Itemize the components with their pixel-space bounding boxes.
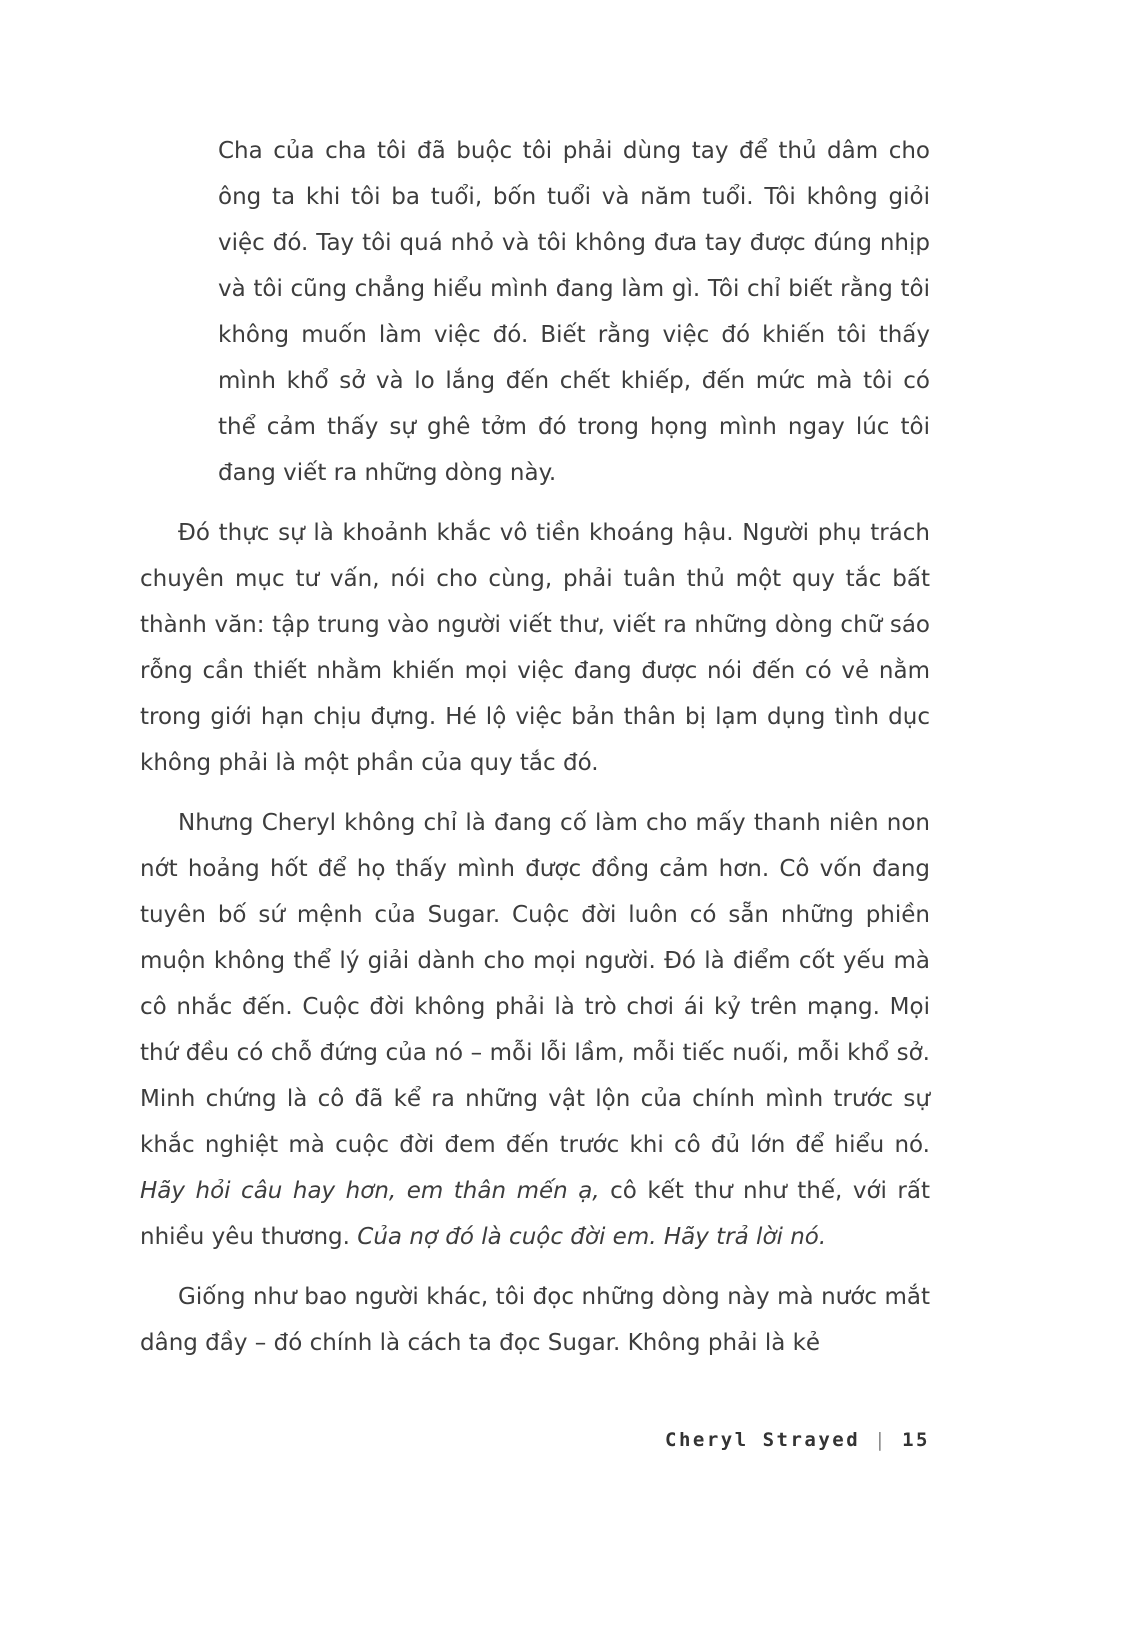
paragraph-reading-sugar: Giống như bao người khác, tôi đọc những dòng này mà nước mắt dâng đầy – đó chính là cách ta đọc Sugar. Không phải là kẻ [140, 1284, 930, 1356]
footer-page-number: 15 [902, 1429, 930, 1451]
quote-paragraph: Cha của cha tôi đã buộc tôi phải dùng tay để thủ dâm cho ông ta khi tôi ba tuổi, bốn tuổi và năm tuổi. Tôi không giỏi việc đó. Tay tôi quá nhỏ và tôi không đưa tay được đúng nhịp và tôi cũng chẳng hiểu mình đang làm gì. Tôi chỉ biết rằng tôi không muốn làm việc đó. Biết rằng việc đó khiến tôi thấy mình khổ sở và lo lắng đến chết khiếp, đến mức mà tôi có thể cảm thấy sự ghê tởm đó trong họng mình ngay lúc tôi đang viết ra những dòng này. [218, 138, 930, 486]
footer-separator: | [874, 1429, 889, 1451]
paragraph-3-text-1: Nhưng Cheryl không chỉ là đang cố làm cho mấy thanh niên non nớt hoảng hốt để họ thấy mình được đồng cảm hơn. Cô vốn đang tuyên bố sứ mệnh của Sugar. Cuộc đời luôn có sẵn những phiền muộn không thể lý giải dành cho mọi người. Đó là điểm cốt yếu mà cô nhắc đến. Cuộc đời không phải là trò chơi ái kỷ trên mạng. Mọi thứ đều có chỗ đứng của nó – mỗi lỗi lầm, mỗi tiếc nuối, mỗi khổ sở. Minh chứng là cô đã kể ra những vật lộn của chính mình trước sự khắc nghiệt mà cuộc đời đem đến trước khi cô đủ lớn để hiểu nó. [140, 810, 930, 1158]
paragraph-3-italic-quote-1: Hãy hỏi câu hay hơn, em thân mến ạ, [140, 1178, 600, 1204]
paragraph-advice-column-rule: Đó thực sự là khoảnh khắc vô tiền khoáng hậu. Người phụ trách chuyên mục tư vấn, nói cho cùng, phải tuân thủ một quy tắc bất thành văn: tập trung vào người viết thư, viết ra những dòng chữ sáo rỗng cần thiết nhằm khiến mọi việc đang được nói đến có vẻ nằm trong giới hạn chịu đựng. Hé lộ việc bản thân bị lạm dụng tình dục không phải là một phần của quy tắc đó. [140, 520, 930, 776]
page-footer [665, 1428, 930, 1452]
paragraph-cheryl-mission [140, 800, 930, 1260]
footer-author: Cheryl Strayed [665, 1429, 861, 1451]
paragraph-3-italic-quote-2: Của nợ đó là cuộc đời em. Hãy trả lời nó. [357, 1224, 827, 1250]
page-content [140, 128, 930, 1366]
paragraph-3-text-2: cô kết thư như thế, với rất nhiều yêu thương. [140, 1178, 931, 1250]
